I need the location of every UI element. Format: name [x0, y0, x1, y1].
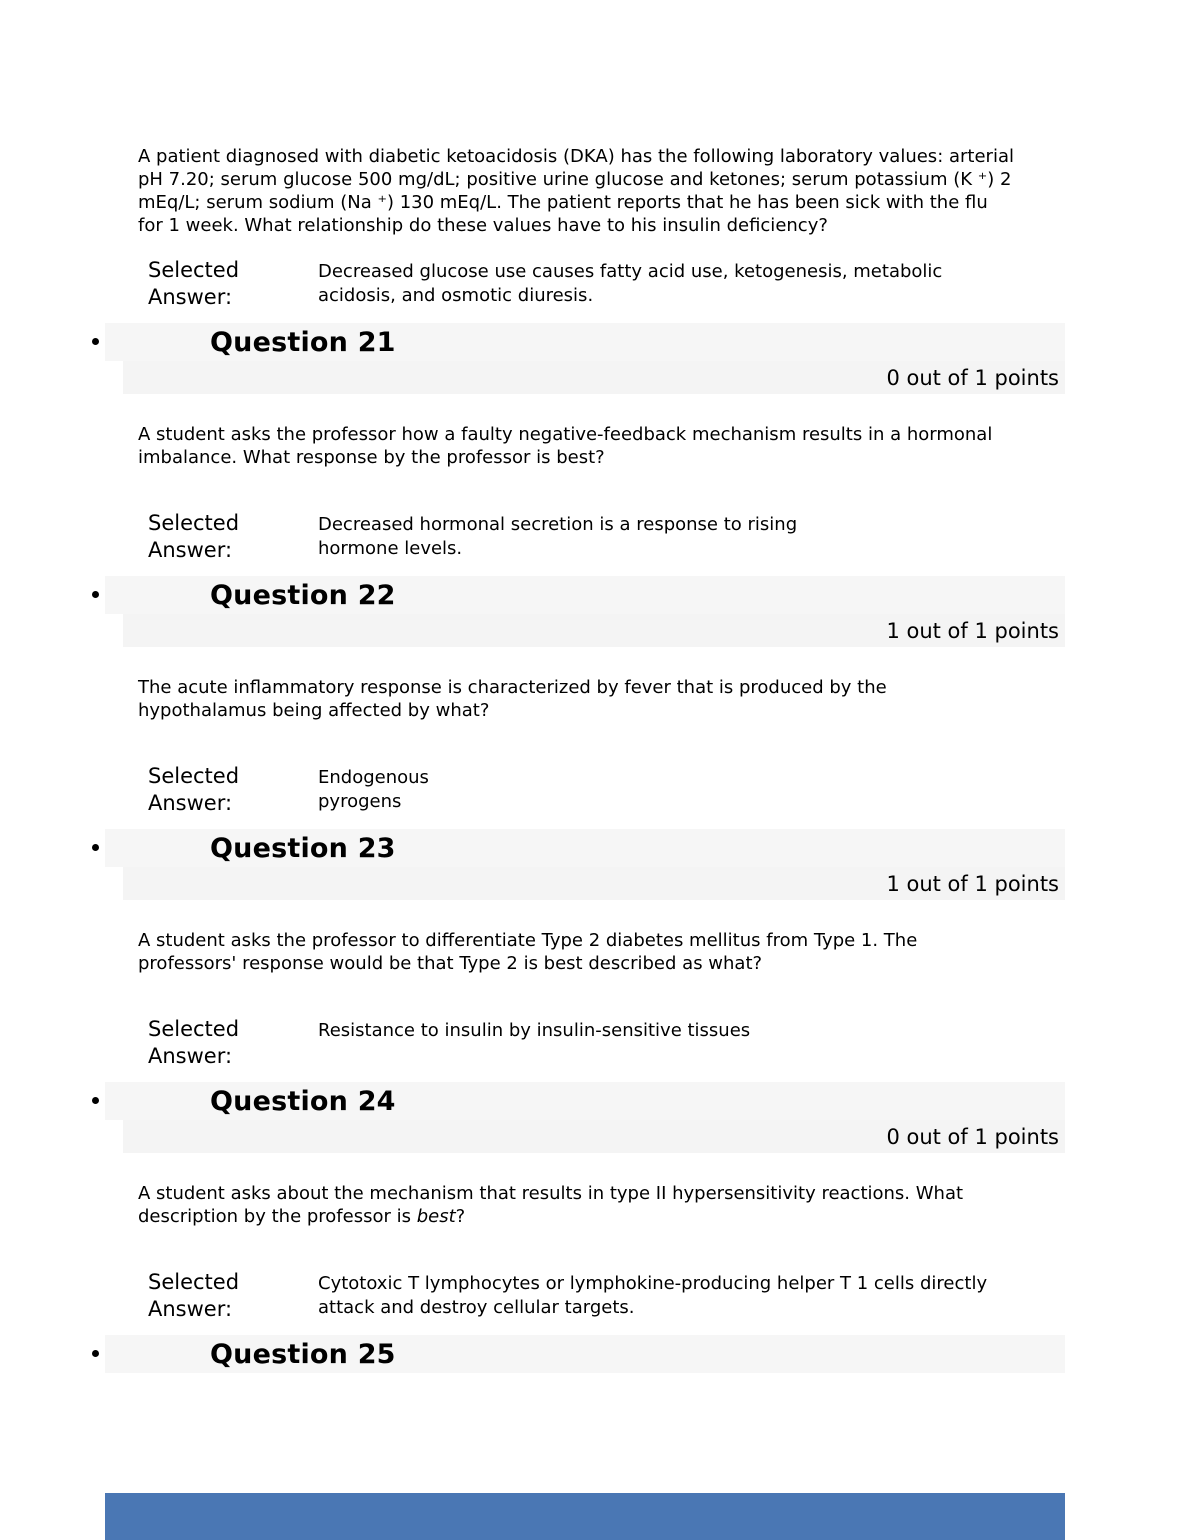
- points-text: 0 out of 1 points: [886, 365, 1059, 390]
- question-header-bar: [105, 323, 1065, 361]
- selected-answer-label: Selected Answer:: [148, 764, 240, 815]
- question-25-block: [0, 1335, 1190, 1540]
- selected-answer-row: [148, 763, 1190, 817]
- question-header-bar: [105, 829, 1065, 867]
- question-21-block: [0, 323, 1190, 564]
- previous-question-block: [0, 145, 1190, 311]
- points-bar: [123, 867, 1065, 900]
- question-text: A student asks the professor to differentiate Type 2 diabetes mellitus from Type 1. The professors' response would be that Type 2 is best described as what?: [138, 930, 918, 974]
- selected-answer-row: [148, 1016, 1190, 1070]
- selected-answer-text: Endogenous pyrogens: [318, 767, 429, 812]
- list-bullet-icon: [92, 591, 99, 598]
- list-bullet-icon: [92, 844, 99, 851]
- question-header-bar: [105, 1082, 1065, 1120]
- question-text: [138, 1182, 1018, 1228]
- list-bullet-icon: [92, 1097, 99, 1104]
- selected-answer-row: [148, 257, 1190, 311]
- selected-answer-row: [148, 510, 1190, 564]
- selected-answer-label: Selected Answer:: [148, 1017, 240, 1068]
- question-text: A student asks the professor how a faulty negative-feedback mechanism results in a hormonal imbalance. What response by the professor is best?: [138, 424, 993, 468]
- points-text: 1 out of 1 points: [886, 618, 1059, 643]
- selected-answer-text: Resistance to insulin by insulin-sensitive tissues: [318, 1020, 751, 1041]
- selected-answer-text: Decreased hormonal secretion is a response to rising hormone levels.: [318, 514, 798, 559]
- question-text-pre: A student asks about the mechanism that results in type II hypersensitivity reactions. What description by the professor is: [138, 1183, 964, 1227]
- question-title: Question 23: [210, 832, 396, 864]
- question-23-block: [0, 829, 1190, 1070]
- question-header-bar: [105, 1335, 1065, 1373]
- selected-answer-text: Decreased glucose use causes fatty acid use, ketogenesis, metabolic acidosis, and osmotic diuresis.: [318, 261, 943, 306]
- list-bullet-icon: [92, 338, 99, 345]
- points-bar: [123, 1120, 1065, 1153]
- question-title: Question 24: [210, 1085, 396, 1117]
- selected-answer-label: Selected Answer:: [148, 258, 240, 309]
- selected-answer-text: Cytotoxic T lymphocytes or lymphokine-producing helper T 1 cells directly attack and destroy cellular targets.: [318, 1273, 988, 1318]
- question-header-bar: [105, 576, 1065, 614]
- bottom-highlight-bar: [105, 1493, 1065, 1540]
- question-title: Question 22: [210, 579, 396, 611]
- selected-answer-label: Selected Answer:: [148, 511, 240, 562]
- selected-answer-row: [148, 1269, 1190, 1323]
- selected-answer-label: Selected Answer:: [148, 1270, 240, 1321]
- question-24-block: [0, 1082, 1190, 1323]
- points-bar: [123, 614, 1065, 647]
- question-text: A patient diagnosed with diabetic ketoacidosis (DKA) has the following laboratory values: arterial pH 7.20; serum glucose 500 mg/dL; positive urine glucose and ketones; serum potassium (K ⁺) 2 mEq/L; serum sodium (Na ⁺) 130 mEq/L. The patient reports that he has been sick with the flu for 1 week. What relationship do these values have to his insulin deficiency?: [138, 146, 1014, 236]
- question-22-block: [0, 576, 1190, 817]
- list-bullet-icon: [92, 1350, 99, 1357]
- points-text: 1 out of 1 points: [886, 871, 1059, 896]
- points-bar: [123, 361, 1065, 394]
- question-title: Question 25: [210, 1338, 396, 1370]
- question-text-post: ?: [455, 1206, 466, 1227]
- question-text: The acute inflammatory response is characterized by fever that is produced by the hypothalamus being affected by what?: [138, 677, 887, 721]
- question-text-emphasis: best: [416, 1206, 456, 1227]
- points-text: 0 out of 1 points: [886, 1124, 1059, 1149]
- question-title: Question 21: [210, 326, 396, 358]
